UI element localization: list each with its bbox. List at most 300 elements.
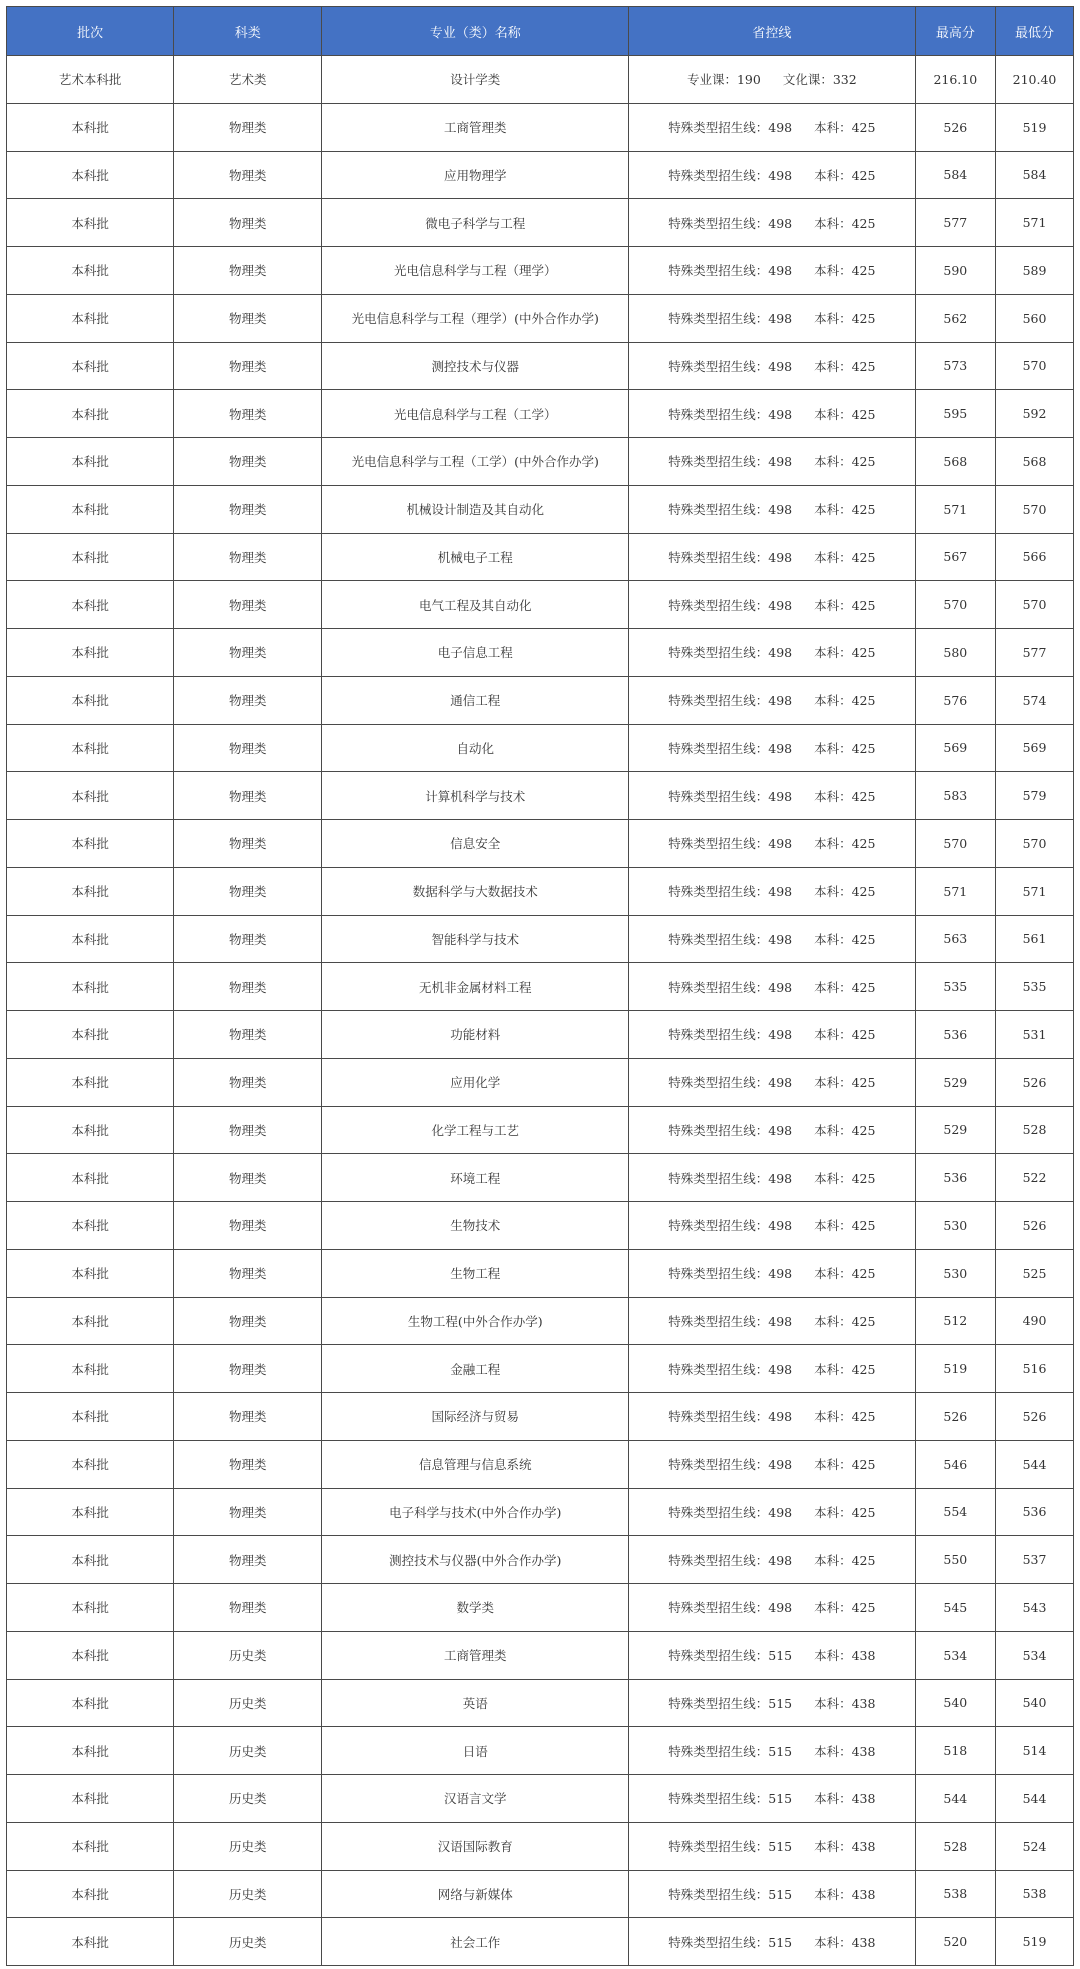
min-score-cell: 537 xyxy=(996,1536,1074,1584)
major-cell: 化学工程与工艺 xyxy=(322,1106,629,1154)
max-score-cell: 529 xyxy=(915,1058,995,1106)
control-line-cell xyxy=(629,724,916,772)
table-row xyxy=(7,438,1074,486)
batch-cell: 本科批 xyxy=(7,485,174,533)
min-score-cell: 519 xyxy=(996,1918,1074,1966)
batch-cell: 本科批 xyxy=(7,1440,174,1488)
max-score-cell: 520 xyxy=(915,1918,995,1966)
batch-cell: 本科批 xyxy=(7,247,174,295)
control-line-primary: 特殊类型招生线：498 xyxy=(668,1075,793,1091)
table-row xyxy=(7,1440,1074,1488)
table-row xyxy=(7,1297,1074,1345)
control-line-cell xyxy=(629,1011,916,1059)
min-score-cell: 571 xyxy=(996,867,1074,915)
control-line-cell xyxy=(629,390,916,438)
major-cell: 电子信息工程 xyxy=(322,629,629,677)
control-line-primary: 特殊类型招生线：498 xyxy=(668,549,793,565)
min-score-cell: 516 xyxy=(996,1345,1074,1393)
control-line-secondary: 本科：425 xyxy=(814,979,876,995)
major-cell: 英语 xyxy=(322,1679,629,1727)
control-line-cell xyxy=(629,629,916,677)
control-line-cell xyxy=(629,1822,916,1870)
control-line-primary: 特殊类型招生线：498 xyxy=(668,884,793,900)
control-line-secondary: 本科：438 xyxy=(814,1695,876,1711)
control-line-cell xyxy=(629,963,916,1011)
table-row xyxy=(7,724,1074,772)
table-row xyxy=(7,915,1074,963)
category-cell: 物理类 xyxy=(174,1297,322,1345)
table-row xyxy=(7,1249,1074,1297)
batch-cell: 本科批 xyxy=(7,1297,174,1345)
batch-cell: 本科批 xyxy=(7,1488,174,1536)
min-score-cell: 543 xyxy=(996,1584,1074,1632)
control-line-primary: 特殊类型招生线：498 xyxy=(668,1218,793,1234)
min-score-cell: 210.40 xyxy=(996,56,1074,104)
control-line-cell xyxy=(629,1584,916,1632)
max-score-cell: 536 xyxy=(915,1154,995,1202)
table-row xyxy=(7,772,1074,820)
control-line-primary: 特殊类型招生线：498 xyxy=(668,454,793,470)
category-cell: 历史类 xyxy=(174,1918,322,1966)
category-cell: 物理类 xyxy=(174,1249,322,1297)
min-score-cell: 526 xyxy=(996,1393,1074,1441)
major-cell: 无机非金属材料工程 xyxy=(322,963,629,1011)
control-line-cell xyxy=(629,581,916,629)
table-row xyxy=(7,1345,1074,1393)
category-cell: 物理类 xyxy=(174,1345,322,1393)
major-cell: 电气工程及其自动化 xyxy=(322,581,629,629)
control-line-primary: 特殊类型招生线：498 xyxy=(668,1122,793,1138)
batch-cell: 本科批 xyxy=(7,1870,174,1918)
major-cell: 工商管理类 xyxy=(322,103,629,151)
control-line-secondary: 本科：425 xyxy=(814,1313,876,1329)
control-line-secondary: 本科：438 xyxy=(814,1886,876,1902)
control-line-cell xyxy=(629,1440,916,1488)
table-row xyxy=(7,151,1074,199)
min-score-cell: 538 xyxy=(996,1870,1074,1918)
min-score-cell: 544 xyxy=(996,1775,1074,1823)
category-cell: 物理类 xyxy=(174,1536,322,1584)
category-cell: 物理类 xyxy=(174,103,322,151)
min-score-cell: 534 xyxy=(996,1631,1074,1679)
batch-cell: 本科批 xyxy=(7,1918,174,1966)
major-cell: 生物技术 xyxy=(322,1202,629,1250)
batch-cell: 本科批 xyxy=(7,820,174,868)
max-score-cell: 576 xyxy=(915,676,995,724)
category-cell: 历史类 xyxy=(174,1679,322,1727)
max-score-cell: 562 xyxy=(915,294,995,342)
control-line-secondary: 本科：425 xyxy=(814,311,876,327)
control-line-secondary: 本科：425 xyxy=(814,120,876,136)
max-score-cell: 536 xyxy=(915,1011,995,1059)
major-cell: 测控技术与仪器 xyxy=(322,342,629,390)
major-cell: 微电子科学与工程 xyxy=(322,199,629,247)
control-line-secondary: 本科：425 xyxy=(814,788,876,804)
table-row xyxy=(7,867,1074,915)
header-row xyxy=(7,7,1074,56)
control-line-primary: 特殊类型招生线：498 xyxy=(668,1027,793,1043)
major-cell: 生物工程 xyxy=(322,1249,629,1297)
major-cell: 计算机科学与技术 xyxy=(322,772,629,820)
max-score-cell: 526 xyxy=(915,103,995,151)
control-line-cell xyxy=(629,151,916,199)
control-line-secondary: 本科：425 xyxy=(814,693,876,709)
control-line-primary: 特殊类型招生线：498 xyxy=(668,645,793,661)
min-score-cell: 589 xyxy=(996,247,1074,295)
min-score-cell: 514 xyxy=(996,1727,1074,1775)
control-line-secondary: 本科：425 xyxy=(814,1504,876,1520)
control-line-secondary: 本科：425 xyxy=(814,1361,876,1377)
category-cell: 物理类 xyxy=(174,1393,322,1441)
control-line-cell xyxy=(629,1202,916,1250)
category-cell: 物理类 xyxy=(174,533,322,581)
min-score-cell: 577 xyxy=(996,629,1074,677)
control-line-secondary: 本科：425 xyxy=(814,454,876,470)
max-score-cell: 544 xyxy=(915,1775,995,1823)
major-cell: 测控技术与仪器(中外合作办学) xyxy=(322,1536,629,1584)
max-score-cell: 571 xyxy=(915,867,995,915)
category-cell: 物理类 xyxy=(174,772,322,820)
batch-cell: 本科批 xyxy=(7,1822,174,1870)
category-cell: 物理类 xyxy=(174,1488,322,1536)
major-cell: 应用化学 xyxy=(322,1058,629,1106)
control-line-primary: 特殊类型招生线：498 xyxy=(668,406,793,422)
major-cell: 功能材料 xyxy=(322,1011,629,1059)
min-score-cell: 584 xyxy=(996,151,1074,199)
control-line-cell xyxy=(629,772,916,820)
min-score-cell: 526 xyxy=(996,1202,1074,1250)
control-line-primary: 特殊类型招生线：498 xyxy=(668,358,793,374)
control-line-primary: 特殊类型招生线：515 xyxy=(668,1695,793,1711)
control-line-cell xyxy=(629,1249,916,1297)
major-cell: 信息安全 xyxy=(322,820,629,868)
min-score-cell: 568 xyxy=(996,438,1074,486)
table-row xyxy=(7,1870,1074,1918)
major-cell: 机械设计制造及其自动化 xyxy=(322,485,629,533)
batch-cell: 本科批 xyxy=(7,342,174,390)
control-line-primary: 特殊类型招生线：515 xyxy=(668,1743,793,1759)
min-score-cell: 544 xyxy=(996,1440,1074,1488)
control-line-primary: 特殊类型招生线：498 xyxy=(668,120,793,136)
max-score-cell: 577 xyxy=(915,199,995,247)
category-cell: 历史类 xyxy=(174,1870,322,1918)
major-cell: 网络与新媒体 xyxy=(322,1870,629,1918)
control-line-cell xyxy=(629,1393,916,1441)
major-cell: 光电信息科学与工程（工学） xyxy=(322,390,629,438)
max-score-cell: 595 xyxy=(915,390,995,438)
table-row xyxy=(7,1202,1074,1250)
major-cell: 工商管理类 xyxy=(322,1631,629,1679)
batch-cell: 本科批 xyxy=(7,390,174,438)
max-score-cell: 569 xyxy=(915,724,995,772)
min-score-cell: 519 xyxy=(996,103,1074,151)
control-line-primary: 特殊类型招生线：498 xyxy=(668,931,793,947)
max-score-cell: 540 xyxy=(915,1679,995,1727)
batch-cell: 艺术本科批 xyxy=(7,56,174,104)
control-line-secondary: 文化课：332 xyxy=(782,72,857,88)
category-cell: 物理类 xyxy=(174,963,322,1011)
table-row xyxy=(7,103,1074,151)
table-row xyxy=(7,676,1074,724)
table-row xyxy=(7,1011,1074,1059)
header-control-line: 省控线 xyxy=(629,7,916,56)
major-cell: 数学类 xyxy=(322,1584,629,1632)
control-line-secondary: 本科：425 xyxy=(814,502,876,518)
category-cell: 物理类 xyxy=(174,867,322,915)
category-cell: 物理类 xyxy=(174,199,322,247)
table-row xyxy=(7,1584,1074,1632)
category-cell: 物理类 xyxy=(174,294,322,342)
control-line-primary: 特殊类型招生线：498 xyxy=(668,1552,793,1568)
admission-scores-table-container xyxy=(6,6,1074,1966)
batch-cell: 本科批 xyxy=(7,963,174,1011)
major-cell: 汉语言文学 xyxy=(322,1775,629,1823)
batch-cell: 本科批 xyxy=(7,199,174,247)
max-score-cell: 546 xyxy=(915,1440,995,1488)
control-line-secondary: 本科：425 xyxy=(814,406,876,422)
control-line-secondary: 本科：438 xyxy=(814,1743,876,1759)
control-line-secondary: 本科：438 xyxy=(814,1839,876,1855)
batch-cell: 本科批 xyxy=(7,533,174,581)
header-category: 科类 xyxy=(174,7,322,56)
control-line-cell xyxy=(629,1775,916,1823)
category-cell: 物理类 xyxy=(174,151,322,199)
category-cell: 物理类 xyxy=(174,1202,322,1250)
batch-cell: 本科批 xyxy=(7,151,174,199)
batch-cell: 本科批 xyxy=(7,294,174,342)
batch-cell: 本科批 xyxy=(7,438,174,486)
max-score-cell: 550 xyxy=(915,1536,995,1584)
batch-cell: 本科批 xyxy=(7,676,174,724)
control-line-cell xyxy=(629,1727,916,1775)
min-score-cell: 592 xyxy=(996,390,1074,438)
category-cell: 物理类 xyxy=(174,629,322,677)
batch-cell: 本科批 xyxy=(7,724,174,772)
max-score-cell: 538 xyxy=(915,1870,995,1918)
max-score-cell: 568 xyxy=(915,438,995,486)
major-cell: 数据科学与大数据技术 xyxy=(322,867,629,915)
min-score-cell: 525 xyxy=(996,1249,1074,1297)
category-cell: 物理类 xyxy=(174,1154,322,1202)
control-line-primary: 特殊类型招生线：498 xyxy=(668,167,793,183)
major-cell: 光电信息科学与工程（理学） xyxy=(322,247,629,295)
min-score-cell: 566 xyxy=(996,533,1074,581)
table-row xyxy=(7,581,1074,629)
control-line-secondary: 本科：438 xyxy=(814,1791,876,1807)
control-line-secondary: 本科：425 xyxy=(814,1552,876,1568)
batch-cell: 本科批 xyxy=(7,1202,174,1250)
control-line-secondary: 本科：425 xyxy=(814,167,876,183)
table-row xyxy=(7,1727,1074,1775)
batch-cell: 本科批 xyxy=(7,1106,174,1154)
min-score-cell: 528 xyxy=(996,1106,1074,1154)
control-line-cell xyxy=(629,247,916,295)
control-line-secondary: 本科：425 xyxy=(814,1409,876,1425)
control-line-cell xyxy=(629,1488,916,1536)
control-line-cell xyxy=(629,56,916,104)
min-score-cell: 535 xyxy=(996,963,1074,1011)
min-score-cell: 540 xyxy=(996,1679,1074,1727)
category-cell: 历史类 xyxy=(174,1727,322,1775)
control-line-cell xyxy=(629,1106,916,1154)
control-line-primary: 特殊类型招生线：515 xyxy=(668,1648,793,1664)
table-row xyxy=(7,1393,1074,1441)
min-score-cell: 569 xyxy=(996,724,1074,772)
control-line-primary: 特殊类型招生线：498 xyxy=(668,1457,793,1473)
max-score-cell: 571 xyxy=(915,485,995,533)
table-row xyxy=(7,485,1074,533)
header-max-score: 最高分 xyxy=(915,7,995,56)
table-row xyxy=(7,820,1074,868)
control-line-primary: 特殊类型招生线：498 xyxy=(668,836,793,852)
major-cell: 应用物理学 xyxy=(322,151,629,199)
control-line-cell xyxy=(629,1631,916,1679)
control-line-primary: 特殊类型招生线：498 xyxy=(668,1170,793,1186)
major-cell: 环境工程 xyxy=(322,1154,629,1202)
control-line-primary: 特殊类型招生线：498 xyxy=(668,1266,793,1282)
table-row xyxy=(7,629,1074,677)
batch-cell: 本科批 xyxy=(7,1679,174,1727)
table-row xyxy=(7,247,1074,295)
min-score-cell: 571 xyxy=(996,199,1074,247)
control-line-secondary: 本科：425 xyxy=(814,1218,876,1234)
control-line-cell xyxy=(629,1679,916,1727)
category-cell: 物理类 xyxy=(174,581,322,629)
max-score-cell: 570 xyxy=(915,581,995,629)
control-line-secondary: 本科：425 xyxy=(814,1600,876,1616)
batch-cell: 本科批 xyxy=(7,1154,174,1202)
category-cell: 物理类 xyxy=(174,1058,322,1106)
table-row xyxy=(7,1775,1074,1823)
category-cell: 物理类 xyxy=(174,342,322,390)
table-row xyxy=(7,533,1074,581)
batch-cell: 本科批 xyxy=(7,629,174,677)
batch-cell: 本科批 xyxy=(7,103,174,151)
batch-cell: 本科批 xyxy=(7,1011,174,1059)
min-score-cell: 561 xyxy=(996,915,1074,963)
table-body xyxy=(7,56,1074,1966)
control-line-primary: 特殊类型招生线：498 xyxy=(668,311,793,327)
header-batch: 批次 xyxy=(7,7,174,56)
major-cell: 生物工程(中外合作办学) xyxy=(322,1297,629,1345)
control-line-primary: 特殊类型招生线：515 xyxy=(668,1886,793,1902)
control-line-cell xyxy=(629,294,916,342)
control-line-primary: 特殊类型招生线：498 xyxy=(668,1409,793,1425)
max-score-cell: 512 xyxy=(915,1297,995,1345)
control-line-secondary: 本科：425 xyxy=(814,263,876,279)
max-score-cell: 573 xyxy=(915,342,995,390)
control-line-secondary: 本科：425 xyxy=(814,1457,876,1473)
control-line-primary: 特殊类型招生线：498 xyxy=(668,502,793,518)
min-score-cell: 570 xyxy=(996,485,1074,533)
table-row xyxy=(7,963,1074,1011)
control-line-secondary: 本科：425 xyxy=(814,1266,876,1282)
category-cell: 物理类 xyxy=(174,915,322,963)
major-cell: 信息管理与信息系统 xyxy=(322,1440,629,1488)
max-score-cell: 567 xyxy=(915,533,995,581)
max-score-cell: 563 xyxy=(915,915,995,963)
batch-cell: 本科批 xyxy=(7,1775,174,1823)
category-cell: 物理类 xyxy=(174,438,322,486)
category-cell: 艺术类 xyxy=(174,56,322,104)
control-line-cell xyxy=(629,1058,916,1106)
min-score-cell: 579 xyxy=(996,772,1074,820)
control-line-primary: 专业课：190 xyxy=(686,72,761,88)
category-cell: 物理类 xyxy=(174,1011,322,1059)
control-line-primary: 特殊类型招生线：498 xyxy=(668,788,793,804)
min-score-cell: 522 xyxy=(996,1154,1074,1202)
major-cell: 智能科学与技术 xyxy=(322,915,629,963)
batch-cell: 本科批 xyxy=(7,1058,174,1106)
min-score-cell: 490 xyxy=(996,1297,1074,1345)
control-line-cell xyxy=(629,103,916,151)
major-cell: 机械电子工程 xyxy=(322,533,629,581)
min-score-cell: 560 xyxy=(996,294,1074,342)
control-line-primary: 特殊类型招生线：498 xyxy=(668,1313,793,1329)
min-score-cell: 574 xyxy=(996,676,1074,724)
max-score-cell: 528 xyxy=(915,1822,995,1870)
control-line-cell xyxy=(629,1870,916,1918)
control-line-secondary: 本科：425 xyxy=(814,1027,876,1043)
major-cell: 光电信息科学与工程（理学）(中外合作办学) xyxy=(322,294,629,342)
control-line-cell xyxy=(629,533,916,581)
table-row xyxy=(7,1536,1074,1584)
control-line-secondary: 本科：425 xyxy=(814,1170,876,1186)
control-line-cell xyxy=(629,1154,916,1202)
control-line-secondary: 本科：425 xyxy=(814,1122,876,1138)
control-line-primary: 特殊类型招生线：498 xyxy=(668,740,793,756)
control-line-secondary: 本科：425 xyxy=(814,549,876,565)
category-cell: 物理类 xyxy=(174,820,322,868)
category-cell: 历史类 xyxy=(174,1631,322,1679)
category-cell: 历史类 xyxy=(174,1775,322,1823)
control-line-primary: 特殊类型招生线：498 xyxy=(668,263,793,279)
control-line-secondary: 本科：425 xyxy=(814,597,876,613)
major-cell: 日语 xyxy=(322,1727,629,1775)
max-score-cell: 216.10 xyxy=(915,56,995,104)
header-major: 专业（类）名称 xyxy=(322,7,629,56)
category-cell: 物理类 xyxy=(174,724,322,772)
control-line-primary: 特殊类型招生线：498 xyxy=(668,215,793,231)
category-cell: 物理类 xyxy=(174,485,322,533)
control-line-cell xyxy=(629,915,916,963)
max-score-cell: 529 xyxy=(915,1106,995,1154)
table-row xyxy=(7,1106,1074,1154)
max-score-cell: 518 xyxy=(915,1727,995,1775)
max-score-cell: 535 xyxy=(915,963,995,1011)
control-line-cell xyxy=(629,676,916,724)
table-row xyxy=(7,1918,1074,1966)
max-score-cell: 570 xyxy=(915,820,995,868)
control-line-secondary: 本科：425 xyxy=(814,931,876,947)
batch-cell: 本科批 xyxy=(7,1393,174,1441)
control-line-primary: 特殊类型招生线：515 xyxy=(668,1839,793,1855)
table-row xyxy=(7,56,1074,104)
control-line-cell xyxy=(629,485,916,533)
control-line-primary: 特殊类型招生线：515 xyxy=(668,1934,793,1950)
control-line-secondary: 本科：438 xyxy=(814,1648,876,1664)
min-score-cell: 570 xyxy=(996,342,1074,390)
table-row xyxy=(7,390,1074,438)
batch-cell: 本科批 xyxy=(7,1345,174,1393)
control-line-cell xyxy=(629,199,916,247)
table-header xyxy=(7,7,1074,56)
batch-cell: 本科批 xyxy=(7,581,174,629)
batch-cell: 本科批 xyxy=(7,772,174,820)
control-line-primary: 特殊类型招生线：498 xyxy=(668,693,793,709)
max-score-cell: 526 xyxy=(915,1393,995,1441)
batch-cell: 本科批 xyxy=(7,1631,174,1679)
